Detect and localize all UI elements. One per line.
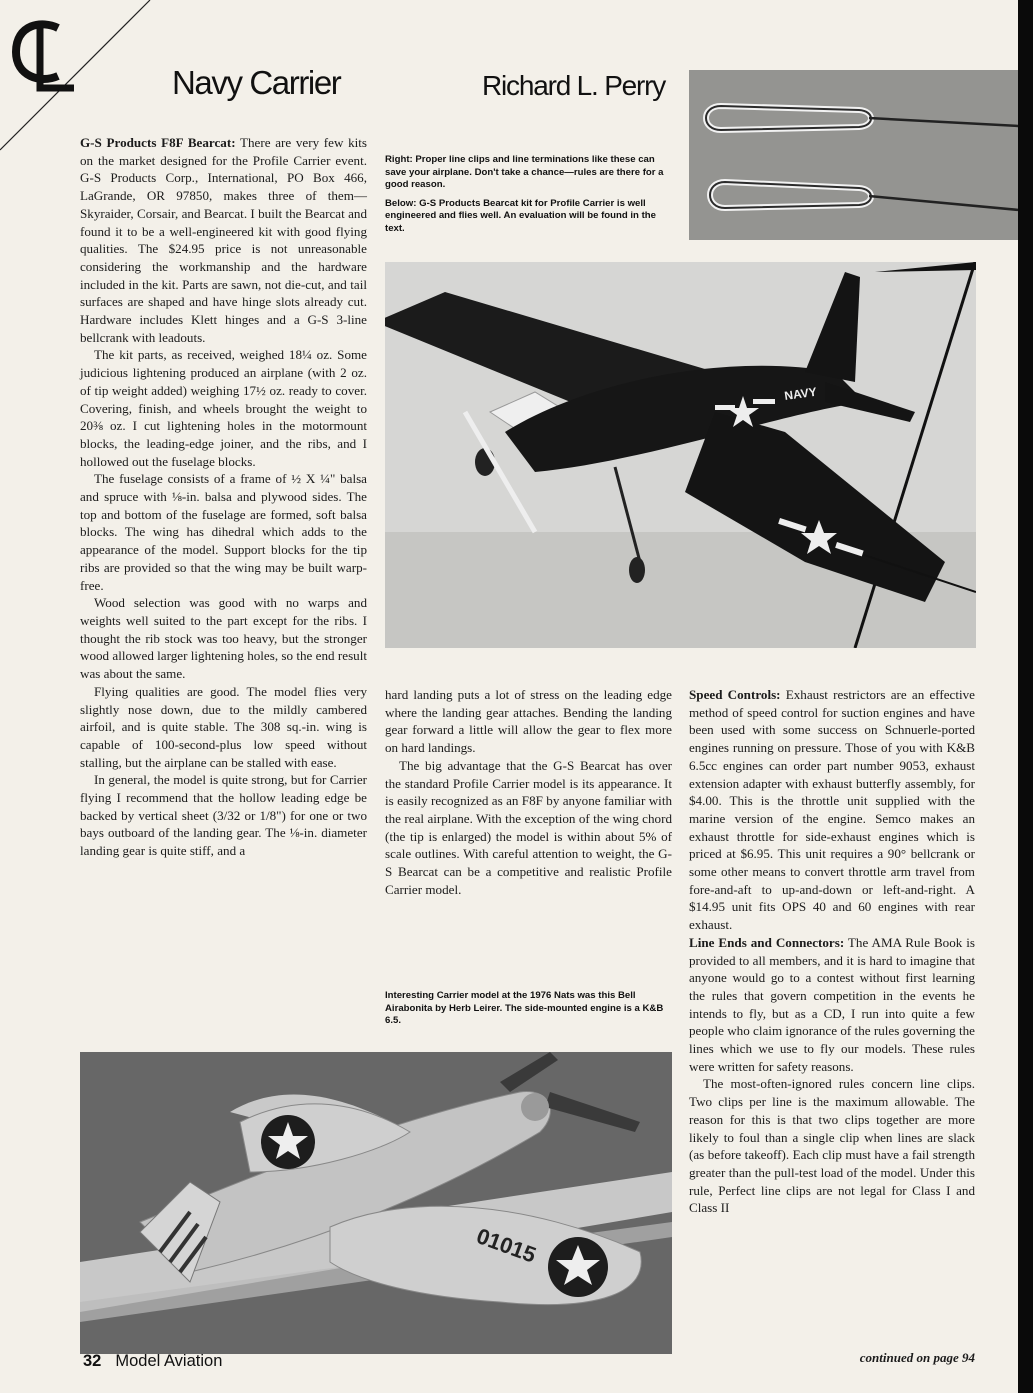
line-clips-photo	[689, 70, 1018, 240]
caption-airabonita: Interesting Carrier model at the 1976 Nats was this Bell Airabonita by Herb Leirer. The side-mounted engine is a K&B 6.5.	[385, 990, 664, 1026]
article-column-2	[385, 686, 672, 898]
paragraph: Wood selection was good with no warps and weights well suited to the part except for the ribs. I thought the rib stock was too heavy, but the stronger wood allowed larger lightening holes, so the end result was about the same.	[80, 595, 367, 682]
paragraph: Line Ends and Connectors: The AMA Rule Book is provided to all members, and it is hard to imagine that anyone would go to a contest without first learning the rules that govern competition in the events he intends to fly, but as a CD, I run into quite a few people who claim ignorance of the rules governing the lines which we use to fly our models. These rules were written for safety reasons.	[689, 934, 975, 1074]
paragraph: The kit parts, as received, weighed 18¼ oz. Some judicious lightening produced an airplane (with 2 oz. of tip weight added) weighing 17½ oz. ready to cover. Covering, finish, and wheels brought the weight to 20⅜ oz. I cut lightening holes in the motormount blocks, the leading-edge joiner, and the ribs, and I hollowed out the fuselage blocks.	[80, 347, 367, 469]
paragraph: In general, the model is quite strong, but for Carrier flying I recommend that the hollow leading edge be backed by vertical sheet (3/32 or 1/8") for one or two bays outboard of the landing gear. The ⅛-in. diameter landing gear is quite stiff, and a	[80, 772, 367, 859]
article-column-3	[689, 686, 975, 1217]
paragraph: hard landing puts a lot of stress on the leading edge where the landing gear attaches. Bending the landing gear forward a little will allow the gear to flex more on hard landings.	[385, 687, 672, 756]
paragraph: The fuselage consists of a frame of ½ X ¼" balsa and spruce with ⅛-in. balsa and plywood sides. The top and bottom of the fuselage are formed, soft balsa blocks. The wing has dihedral which adds to the appearance of the model. Support blocks for the tip ribs are provided so that the wing may be built warp-free.	[80, 471, 367, 593]
paragraph: G-S Products F8F Bearcat: There are very few kits on the market designed for the Profile Carrier event. G-S Products Corp., International, PO Box 466, LaGrande, OR 97850, makes three of them—Skyraider, Corsair, and Bearcat. I built the Bearcat and found it to be a well-engineered kit with good flying qualities. The $24.95 price is not unreasonable considering the workmanship and the hardware included in the kit. Parts are sawn, not die-cut, and tail surfaces are shaped and have hinge slots already cut. Hardware includes Klett hinges and a G-S 3-line bellcrank with leadouts.	[80, 135, 367, 345]
caption-right: Right: Proper line clips and line terminations like these can save your airplane. Don't take a chance—rules are there for a good reason.	[385, 154, 664, 190]
airabonita-serial-marking: 01015	[473, 1223, 540, 1268]
bearcat-navy-marking: NAVY	[783, 384, 818, 403]
bearcat-model-photo	[385, 262, 976, 648]
article-column-1	[80, 134, 367, 860]
magazine-name: Model Aviation	[115, 1352, 223, 1370]
paragraph: Flying qualities are good. The model flies very slightly nose down, due to the mildly cambered airfoil, and is quite stable. The 308 sq.-in. wing is capable of 100-second-plus low speed without stalling, but the airplane can be stalled with ease.	[80, 683, 367, 770]
paragraph: Speed Controls: Exhaust restrictors are an effective method of speed control for suction engines and have been used with some success on Schnuerle-ported engines running on pressure. Those of you with K&B 6.5cc engines can order part number 9053, exhaust extension adapter with exhaust butterfly assembly, for $4.00. This is the throttle unit supplied with the marine version of the engine. Semco makes an exhaust throttle for side-exhaust engines which is priced at $6.95. This unit requires a 90° bellcrank or some other means to convert throttle arm travel from fore-and-aft to up-and-down or left-and-right. A $14.95 unit fits OPS 40 and 60 engines with rear exhaust.	[689, 687, 975, 933]
paragraph: The big advantage that the G-S Bearcat has over the standard Profile Carrier model is its appearance. It is easily recognized as an F8F by anyone familiar with the real airplane. With the exception of the wing chord (the tip is enlarged) the model is within about 5% of scale outlines. With careful attention to weight, the G-S Bearcat can be a competitive and realistic Profile Carrier model.	[385, 757, 672, 897]
author-name: Richard L. Perry	[482, 70, 666, 101]
photo-captions-top	[385, 154, 675, 241]
caption-below: Below: G-S Products Bearcat kit for Profile Carrier is well engineered and flies well. An evaluation will be found in the text.	[385, 197, 656, 234]
department-title: Navy Carrier	[172, 64, 341, 101]
page-number: 32	[83, 1352, 102, 1370]
scan-edge	[1018, 0, 1033, 1393]
paragraph: The most-often-ignored rules concern line clips. Two clips per line is the maximum allowable. The reason for this is that two clips together are more likely to foul than a single clip when lines are slack (as before takeoff). Each clip must have a fail strength greater than the pull-test load of the model. Under this rule, Perfect line clips are not legal for Class I and Class II	[689, 1076, 975, 1216]
page-footer	[83, 1352, 222, 1371]
continued-note: continued on page 94	[859, 1350, 975, 1365]
cl-logo	[10, 18, 80, 98]
airabonita-model-photo	[80, 1052, 672, 1354]
